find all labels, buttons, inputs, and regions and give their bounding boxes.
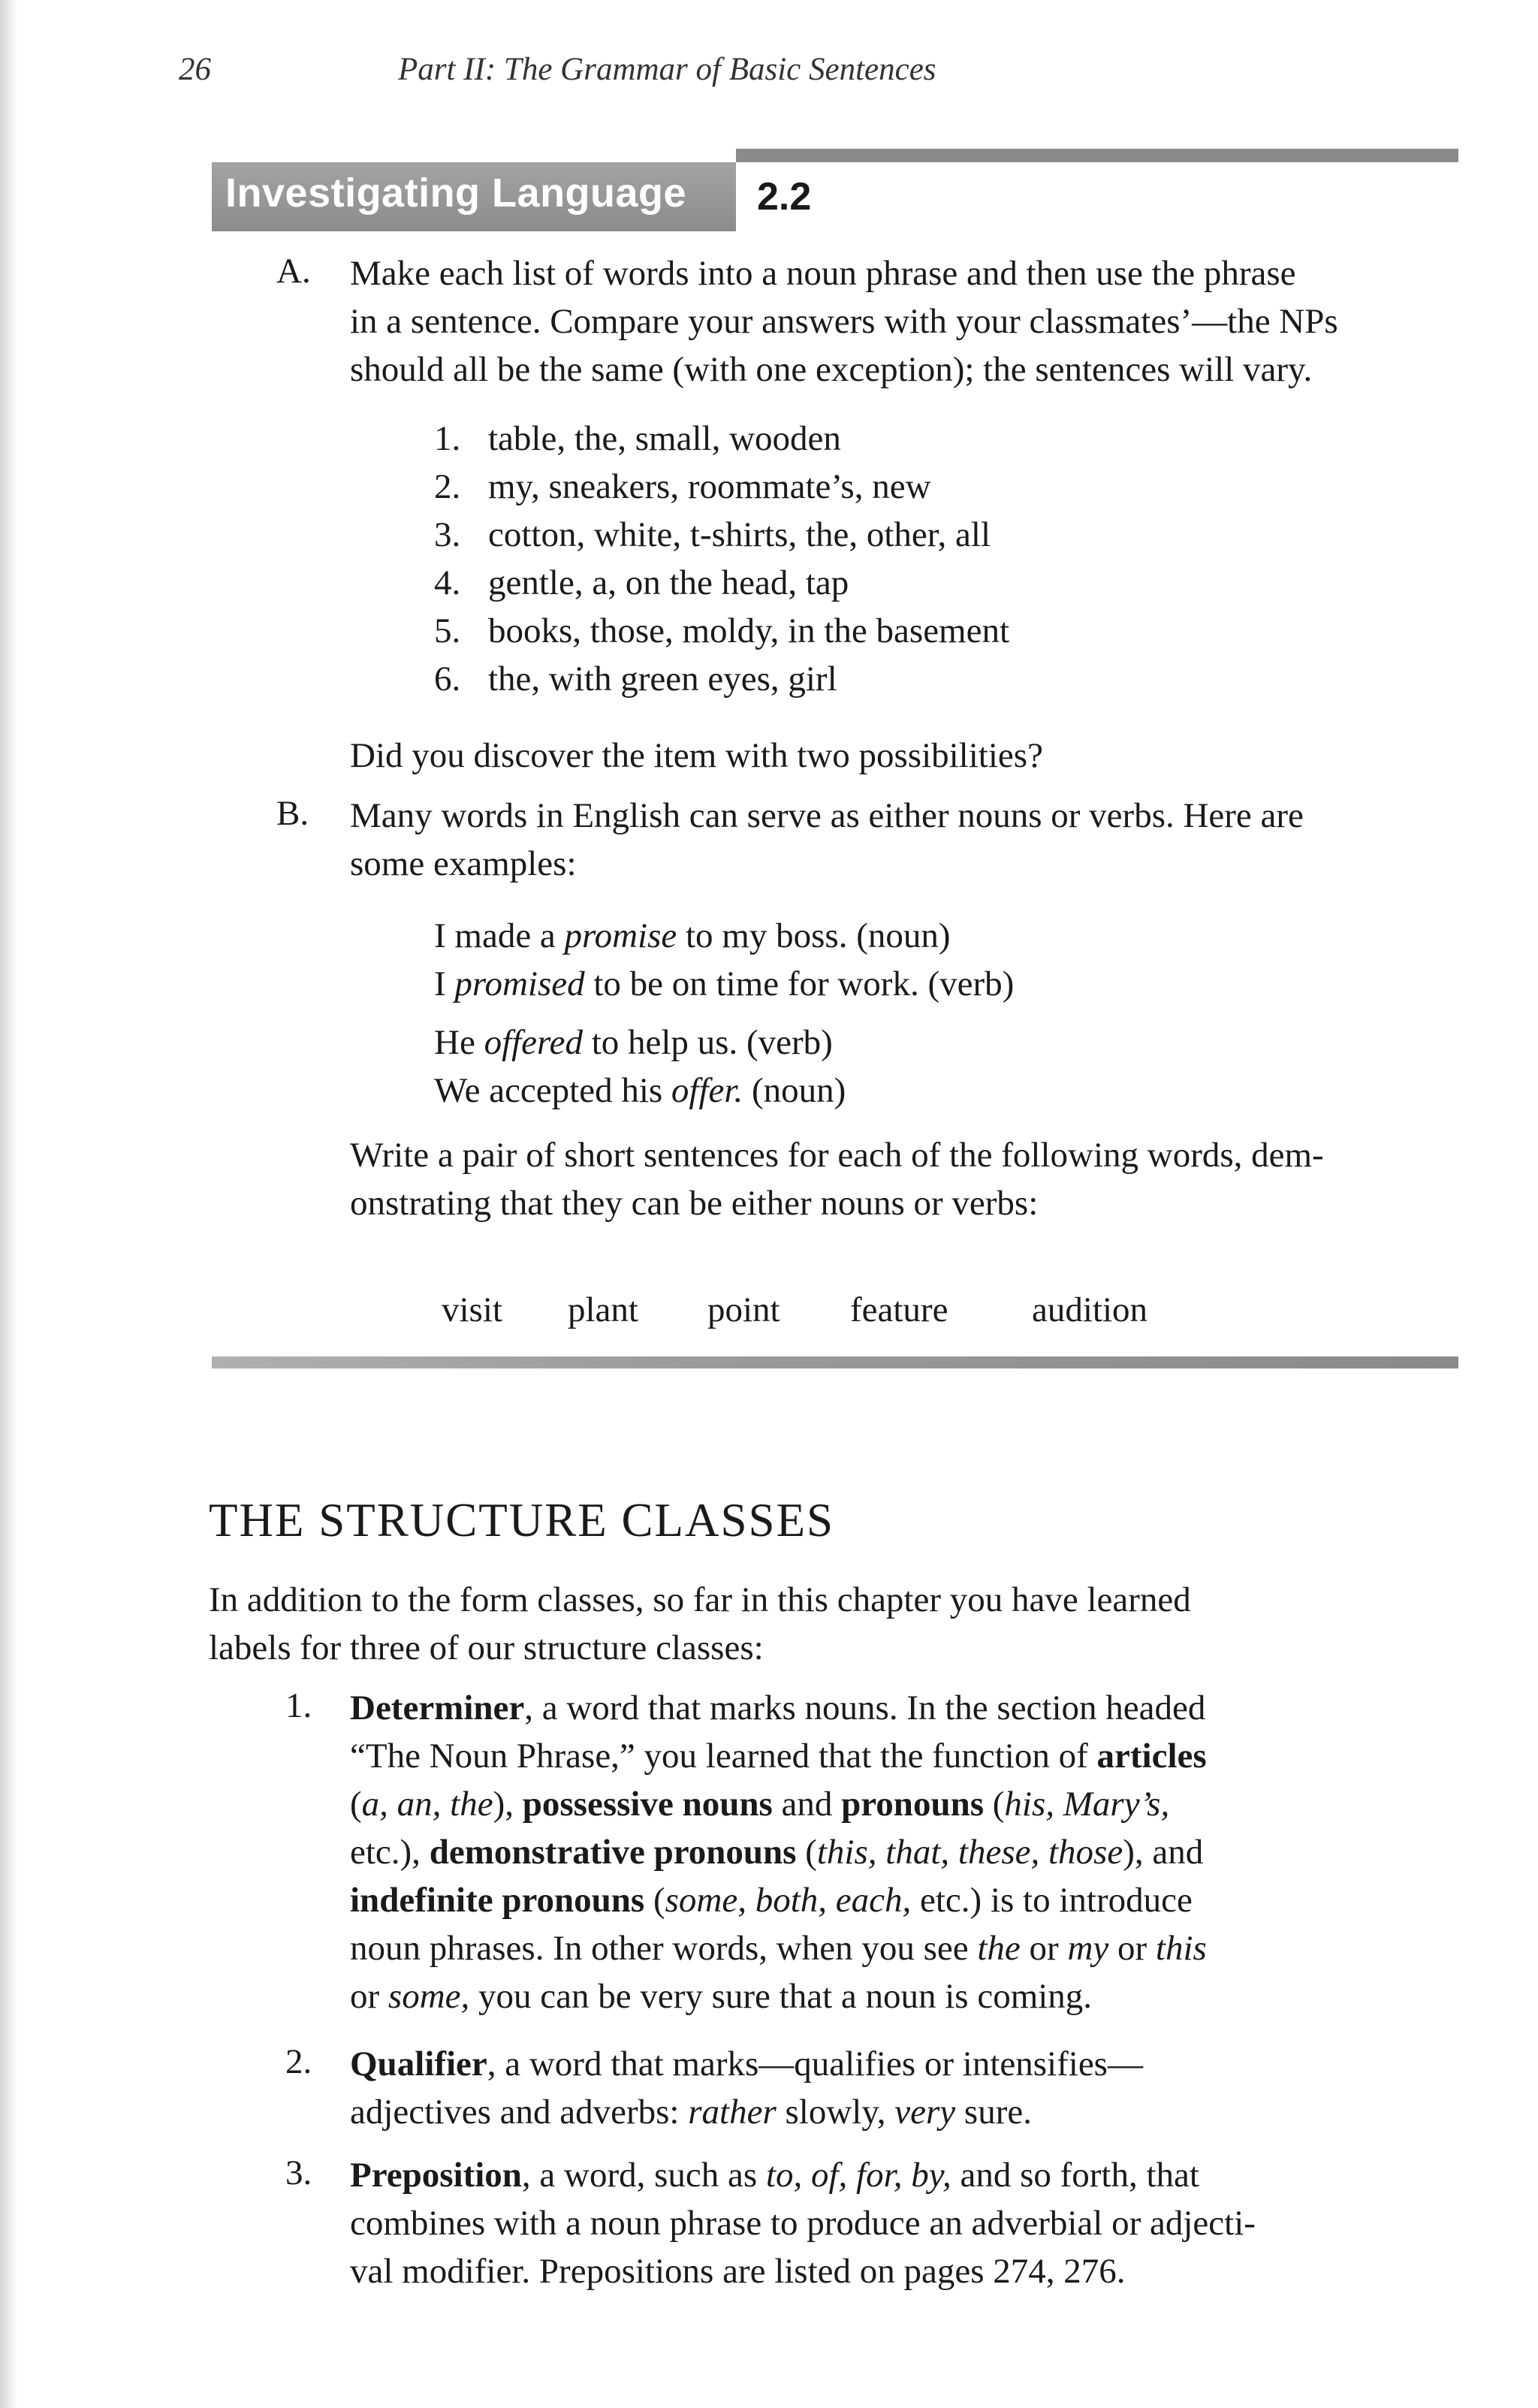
item-number: 3. <box>434 515 461 554</box>
class-number: 2. <box>285 2042 312 2081</box>
intro-line: Many words in English can serve as either nouns or verbs. Here are <box>350 796 1304 835</box>
instruction-line: onstrating that they can be either nouns or verbs: <box>350 1184 1039 1223</box>
example-sentence: I made a promise to my boss. (noun) <box>434 916 951 955</box>
list-item <box>434 511 460 559</box>
page-number: 26 <box>179 52 211 87</box>
text-line: Qualifier, a word that marks—qualifies or intensifies— <box>350 2044 1143 2084</box>
list-item-text: cotton, white, t-shirts, the, other, all <box>488 515 991 554</box>
part-b-marker: B. <box>276 794 309 833</box>
list-item <box>434 463 460 511</box>
text-line: noun phrases. In other words, when you see the or my or this <box>350 1929 1207 1968</box>
list-item <box>434 655 460 703</box>
banner-bottom-rule <box>212 1356 1458 1368</box>
item-number: 2. <box>434 467 461 506</box>
word: plant <box>568 1290 638 1329</box>
intro-line: should all be the same (with one exception); the sentences will vary. <box>350 350 1313 389</box>
text-line: Preposition, a word, such as to, of, for, by, and so forth, that <box>350 2156 1199 2195</box>
list-item-text: books, those, moldy, in the basement <box>488 611 1010 650</box>
example-sentence: We accepted his offer. (noun) <box>434 1071 846 1110</box>
intro-line: Make each list of words into a noun phrase and then use the phrase <box>350 254 1296 293</box>
item-number: 4. <box>434 563 461 602</box>
class-determiner <box>350 1684 1207 2020</box>
part-a-marker: A. <box>276 252 311 291</box>
word: audition <box>1032 1290 1148 1329</box>
list-item-text: my, sneakers, roommate’s, new <box>488 467 931 506</box>
text-line: “The Noun Phrase,” you learned that the function of articles <box>350 1737 1207 1776</box>
intro-line: in a sentence. Compare your answers with your classmates’—the NPs <box>350 302 1338 341</box>
class-qualifier <box>350 2040 1143 2136</box>
intro-line: In addition to the form classes, so far in this chapter you have learned <box>209 1580 1191 1619</box>
list-item <box>434 607 460 655</box>
banner-label: Investigating Language <box>225 170 687 216</box>
list-item <box>434 415 460 463</box>
word-list <box>442 1286 1193 1334</box>
banner-top-rule <box>736 149 1458 162</box>
list-item-text: gentle, a, on the head, tap <box>488 563 849 602</box>
text-line: adjectives and adverbs: rather slowly, very sure. <box>350 2093 1032 2132</box>
item-number: 1. <box>434 419 461 458</box>
class-number: 3. <box>285 2153 312 2192</box>
text-line: or some, you can be very sure that a noun is coming. <box>350 1977 1093 2016</box>
instruction-line: Write a pair of short sentences for each of the following words, dem- <box>350 1136 1324 1175</box>
intro-line: some examples: <box>350 844 577 883</box>
section-intro <box>209 1576 1191 1672</box>
word: visit <box>442 1290 502 1329</box>
part-a-intro <box>350 249 1338 394</box>
text-line: indefinite pronouns (some, both, each, etc.) is to introduce <box>350 1881 1193 1920</box>
intro-line: labels for three of our structure classes: <box>209 1628 764 1667</box>
running-title: Part II: The Grammar of Basic Sentences <box>398 52 936 87</box>
word: point <box>707 1290 780 1329</box>
list-item <box>434 559 460 607</box>
item-number: 5. <box>434 611 461 650</box>
item-number: 6. <box>434 659 461 699</box>
class-preposition <box>350 2151 1256 2295</box>
part-b-instruction <box>350 1131 1324 1227</box>
word: feature <box>850 1290 948 1329</box>
page-edge-shadow <box>0 0 18 2408</box>
section-heading: THE STRUCTURE CLASSES <box>209 1494 835 1546</box>
text-line: combines with a noun phrase to produce an adverbial or adjecti- <box>350 2204 1256 2243</box>
list-item-text: table, the, small, wooden <box>488 419 841 458</box>
text-line: val modifier. Prepositions are listed on pages 274, 276. <box>350 2252 1126 2291</box>
text-line: Determiner, a word that marks nouns. In the section headed <box>350 1688 1206 1728</box>
class-number: 1. <box>285 1686 312 1725</box>
part-b-intro <box>350 792 1304 888</box>
example-sentence: He offered to help us. (verb) <box>434 1023 833 1062</box>
part-a-question: Did you discover the item with two possibilities? <box>350 736 1043 775</box>
list-item-text: the, with green eyes, girl <box>488 659 837 699</box>
text-line: etc.), demonstrative pronouns (this, that, these, those), and <box>350 1833 1204 1872</box>
example-sentence: I promised to be on time for work. (verb) <box>434 964 1015 1003</box>
text-line: (a, an, the), possessive nouns and pronouns (his, Mary’s, <box>350 1785 1170 1824</box>
exercise-number: 2.2 <box>757 175 812 219</box>
